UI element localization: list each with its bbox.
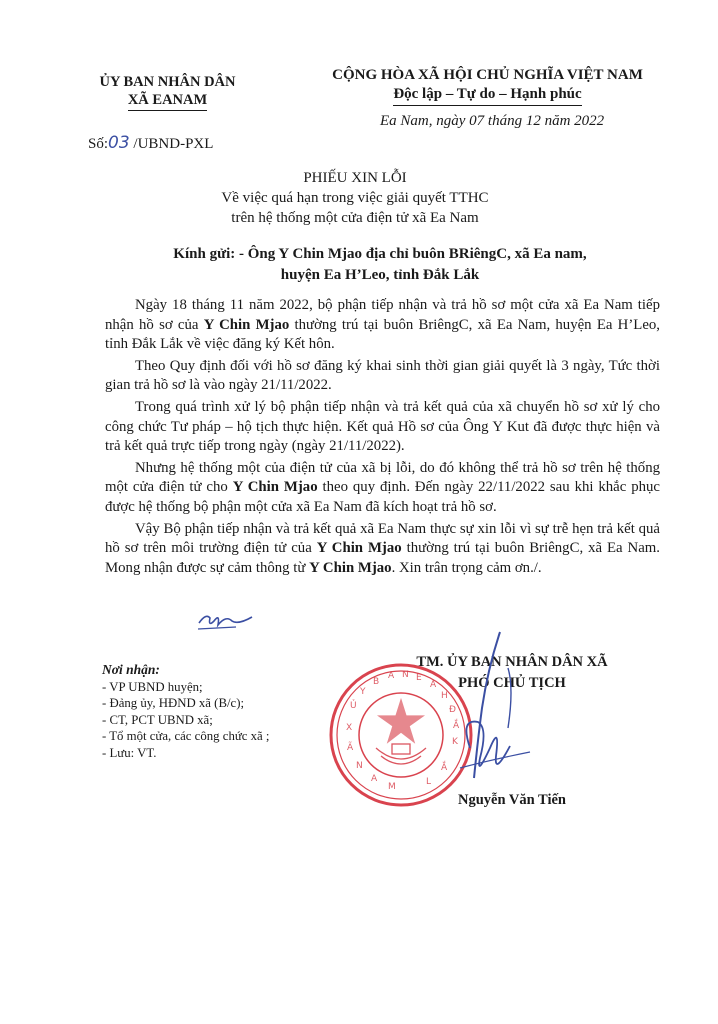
recipient-line-1: Kính gửi: - Ông Y Chin Mjao địa chỉ buôn BRiêngC, xã Ea nam, xyxy=(173,246,587,262)
svg-text:Y: Y xyxy=(360,687,366,697)
title-main: PHIẾU XIN LỖI xyxy=(303,170,407,186)
svg-text:L: L xyxy=(426,777,432,787)
svg-text:A: A xyxy=(388,671,395,681)
paragraph-3: Trong quá trình xử lý bộ phận tiếp nhận và trả kết quả của xã chuyển hồ sơ xử lý cho công chức Tư pháp – hộ tịch thực hiện. Kết quả Hồ sơ của Ông Y Kut đã được thực hiện và trả kết quả trực tiếp trong ngày (ngày 21/11/2022). xyxy=(105,398,660,455)
recipient xyxy=(100,244,660,286)
list-item: - CT, PCT UBND xã; xyxy=(102,712,213,727)
signature-line-1: TM. ỦY BAN NHÂN DÂN XÃ xyxy=(416,654,608,670)
svg-text:Ắ: Ắ xyxy=(441,763,448,773)
svg-text:M: M xyxy=(388,782,396,792)
svg-text:N: N xyxy=(356,761,363,771)
handwritten-signature xyxy=(430,628,540,788)
list-item: - Đảng ủy, HĐND xã (B/c); xyxy=(102,696,245,710)
person-name: Y Chin Mjao xyxy=(232,479,318,496)
svg-text:N: N xyxy=(402,670,409,680)
distribution-list xyxy=(102,662,269,761)
place-date: Ea Nam, ngày 07 tháng 12 năm 2022 xyxy=(380,113,605,129)
list-item: - Lưu: VT. xyxy=(102,745,157,760)
person-name: Y Chin Mjao xyxy=(309,559,392,576)
svg-text:Ã: Ã xyxy=(347,743,354,753)
doc-number-handwritten: 03 xyxy=(108,133,130,153)
svg-text:A: A xyxy=(371,774,378,784)
svg-text:H: H xyxy=(441,691,448,701)
svg-text:X: X xyxy=(346,723,353,733)
paragraph-5: Vậy Bộ phận tiếp nhận và trả kết quả xã Ea Nam thực sự xin lỗi vì sự trễ hẹn trả kết quả hồ sơ trên môi trường điện tử của Y Chin Mjao thường trú tại buôn BriêngC, xã Ea Nam. Mong nhận được sự cảm thông từ Y Chin Mjao. Xin trân trọng cảm ơn./. xyxy=(105,520,660,576)
org-line-2: XÃ EANAM xyxy=(128,91,207,111)
svg-text:Ắ: Ắ xyxy=(453,721,460,731)
signer-name: Nguyễn Văn Tiến xyxy=(458,792,566,808)
distribution-heading: Nơi nhận: xyxy=(102,662,160,677)
nation-line-2: Độc lập – Tự do – Hạnh phúc xyxy=(393,85,581,106)
person-name: Y Chin Mjao xyxy=(316,540,402,557)
paragraph-4: Nhưng hệ thống một của điện tử của xã bị lỗi, do đó không thể trả hồ sơ trên hệ thống một cửa điện tử cho Y Chin Mjao theo quy định. Đến ngày 22/11/2022 sau khi khắc phục được hệ thống bộ phận một cửa xã Ea Nam đã kích hoạt trả hồ sơ. xyxy=(105,459,660,515)
letter-body xyxy=(105,296,660,580)
svg-text:K: K xyxy=(452,737,458,747)
svg-text:E: E xyxy=(416,673,422,683)
title-subject-2: trên hệ thống một cửa điện tử xã Ea Nam xyxy=(231,210,479,226)
paragraph-2: Theo Quy định đối với hồ sơ đăng ký khai sinh thời gian giải quyết là 3 ngày, Tức thời gian trả hồ sơ là vào ngày 21/11/2022. xyxy=(105,357,660,394)
recipient-line-2: huyện Ea H’Leo, tỉnh Đắk Lắk xyxy=(280,267,480,283)
signature-line-2: PHÓ CHỦ TỊCH xyxy=(458,675,566,691)
title-subject-1: Về việc quá hạn trong việc giải quyết TTHC xyxy=(221,190,489,206)
doc-number-prefix: Số: xyxy=(88,136,109,152)
svg-text:B: B xyxy=(373,677,380,687)
handwritten-initials xyxy=(196,609,256,631)
org-line-1: ỦY BAN NHÂN DÂN xyxy=(99,74,236,90)
nation-line-1: CỘNG HÒA XÃ HỘI CHỦ NGHĨA VIỆT NAM xyxy=(332,67,643,83)
issuing-organization xyxy=(80,73,255,111)
list-item: - VP UBND huyện; xyxy=(102,679,203,694)
national-motto xyxy=(300,66,675,106)
svg-text:Ủ: Ủ xyxy=(350,701,357,711)
paragraph-1: Ngày 18 tháng 11 năm 2022, bộ phận tiếp nhận và trả hồ sơ một cửa xã Ea Nam tiếp nhận hồ sơ của Y Chin Mjao thường trú tại buôn BriêngC, xã Ea Nam, huyện Ea H’Leo, tỉnh Đắk Lắk về việc đăng ký Kết hôn. xyxy=(105,297,660,353)
svg-text:A: A xyxy=(430,680,437,690)
person-name: Y Chin Mjao xyxy=(203,316,290,333)
svg-text:Đ: Đ xyxy=(449,705,456,715)
doc-number-suffix: /UBND-PXL xyxy=(129,136,214,152)
document-title xyxy=(120,168,590,228)
document-number xyxy=(88,133,213,153)
list-item: - Tổ một cửa, các công chức xã ; xyxy=(102,729,270,743)
